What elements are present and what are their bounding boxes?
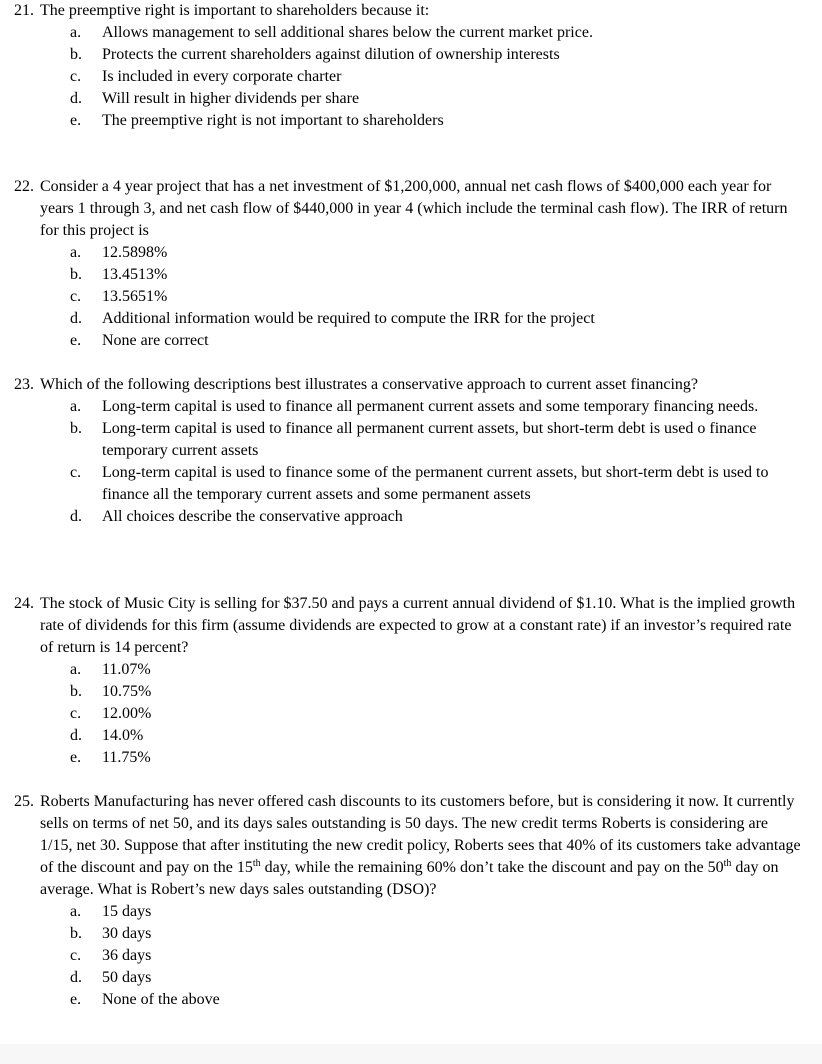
option-c	[14, 286, 804, 308]
option-letter: e.	[70, 332, 82, 349]
option-a	[14, 22, 804, 44]
option-letter: b.	[70, 683, 82, 700]
option-text: 36 days	[102, 947, 152, 964]
option-a	[14, 901, 804, 923]
option-text: 30 days	[102, 925, 152, 942]
option-text: Additional information would be required to compute the IRR for the project	[102, 310, 595, 327]
question-text	[40, 791, 804, 901]
option-text: 14.0%	[102, 727, 144, 744]
option-e	[14, 110, 804, 132]
question-21	[14, 0, 804, 132]
option-d	[14, 506, 804, 528]
option-text: Protects the current shareholders against dilution of ownership interests	[102, 46, 560, 63]
option-e	[14, 330, 804, 352]
option-b	[14, 923, 804, 945]
option-b	[14, 418, 804, 462]
option-text: 12.00%	[102, 705, 152, 722]
option-c	[14, 703, 804, 725]
option-text: 13.5651%	[102, 288, 168, 305]
option-list	[14, 22, 804, 132]
option-letter: c.	[70, 288, 82, 305]
option-text: 10.75%	[102, 683, 152, 700]
option-text: Allows management to sell additional shares below the current market price.	[102, 24, 593, 41]
bottom-margin	[0, 1044, 822, 1064]
question-stem	[14, 0, 804, 22]
option-c	[14, 462, 804, 506]
option-text: 12.5898%	[102, 244, 168, 261]
option-letter: a.	[70, 244, 82, 261]
question-stem	[14, 374, 804, 396]
option-letter: d.	[70, 969, 82, 986]
option-letter: e.	[70, 112, 82, 129]
option-e	[14, 747, 804, 769]
question-text: Consider a 4 year project that has a net investment of $1,200,000, annual net cash flows of $400,000 each year for years 1 through 3, and net cash flow of $440,000 in year 4 (which include the terminal cash flow). The IRR of return for this project is	[40, 178, 788, 239]
option-d	[14, 308, 804, 330]
option-list	[14, 396, 804, 528]
option-text: 13.4513%	[102, 266, 168, 283]
option-list	[14, 901, 804, 1011]
stem-part: day on average. What is Robert’s new days sales outstanding (DSO)?	[40, 859, 779, 898]
option-letter: d.	[70, 310, 82, 327]
question-22	[14, 176, 804, 352]
option-letter: e.	[70, 991, 82, 1008]
stem-part: day, while the remaining 60% don’t take the discount and pay on the 50	[260, 859, 724, 876]
question-text: Which of the following descriptions best illustrates a conservative approach to current asset financing?	[40, 376, 699, 393]
option-b	[14, 44, 804, 66]
question-23	[14, 374, 804, 528]
option-letter: d.	[70, 727, 82, 744]
option-letter: d.	[70, 90, 82, 107]
option-text: Long-term capital is used to finance all permanent current assets and some temporary financing needs.	[102, 398, 759, 415]
question-number: 23.	[14, 376, 34, 393]
question-number: 24.	[14, 595, 34, 612]
option-text: 11.07%	[102, 661, 151, 678]
option-letter: c.	[70, 947, 82, 964]
option-text: 50 days	[102, 969, 152, 986]
option-text: Long-term capital is used to finance all permanent current assets, but short-term debt is used o finance temporary current assets	[102, 420, 757, 459]
option-letter: b.	[70, 266, 82, 283]
option-letter: e.	[70, 749, 82, 766]
option-text: Will result in higher dividends per share	[102, 90, 360, 107]
option-letter: b.	[70, 46, 82, 63]
option-a	[14, 396, 804, 418]
option-e	[14, 989, 804, 1011]
question-text: The preemptive right is important to shareholders because it:	[40, 2, 430, 19]
ordinal-suffix: th	[252, 858, 261, 869]
option-letter: a.	[70, 661, 82, 678]
stem-part: Roberts Manufacturing has never offered cash discounts to its customers before, but is considering it now. It currently sells on terms of net 50, and its days sales outstanding is 50 days. The new credit terms Roberts is considering are 1/15, net 30. Suppose that after instituting the new credit policy, Roberts sees that 40% of its customers take advantage of the discount and pay on the 15	[40, 793, 801, 876]
option-letter: c.	[70, 68, 82, 85]
option-letter: a.	[70, 398, 82, 415]
option-d	[14, 967, 804, 989]
question-number: 21.	[14, 2, 34, 19]
question-stem	[14, 176, 804, 242]
option-d	[14, 725, 804, 747]
option-letter: a.	[70, 903, 82, 920]
option-text: All choices describe the conservative approach	[102, 508, 403, 525]
option-text: 11.75%	[102, 749, 151, 766]
question-24	[14, 593, 804, 769]
option-text: 15 days	[102, 903, 152, 920]
option-list	[14, 242, 804, 352]
option-text: Is included in every corporate charter	[102, 68, 342, 85]
question-stem	[14, 791, 804, 901]
option-c	[14, 66, 804, 88]
option-text: None of the above	[102, 991, 220, 1008]
option-list	[14, 659, 804, 769]
option-a	[14, 242, 804, 264]
option-letter: a.	[70, 24, 82, 41]
question-number: 25.	[14, 793, 34, 810]
option-letter: b.	[70, 420, 82, 437]
option-letter: c.	[70, 705, 82, 722]
option-letter: b.	[70, 925, 82, 942]
option-text: Long-term capital is used to finance some of the permanent current assets, but short-term debt is used to finance all the temporary current assets and some permanent assets	[102, 464, 769, 503]
option-b	[14, 681, 804, 703]
option-text: None are correct	[102, 332, 209, 349]
question-stem	[14, 593, 804, 659]
question-text: The stock of Music City is selling for $37.50 and pays a current annual dividend of $1.10. What is the implied growth rate of dividends for this firm (assume dividends are expected to grow at a constant rate) if an investor’s required rate of return is 14 percent?	[40, 595, 796, 656]
option-letter: c.	[70, 464, 82, 481]
option-b	[14, 264, 804, 286]
option-text: The preemptive right is not important to shareholders	[102, 112, 444, 129]
option-c	[14, 945, 804, 967]
option-a	[14, 659, 804, 681]
question-number: 22.	[14, 178, 34, 195]
option-d	[14, 88, 804, 110]
question-25	[14, 791, 804, 1011]
option-letter: d.	[70, 508, 82, 525]
ordinal-suffix: th	[723, 858, 732, 869]
